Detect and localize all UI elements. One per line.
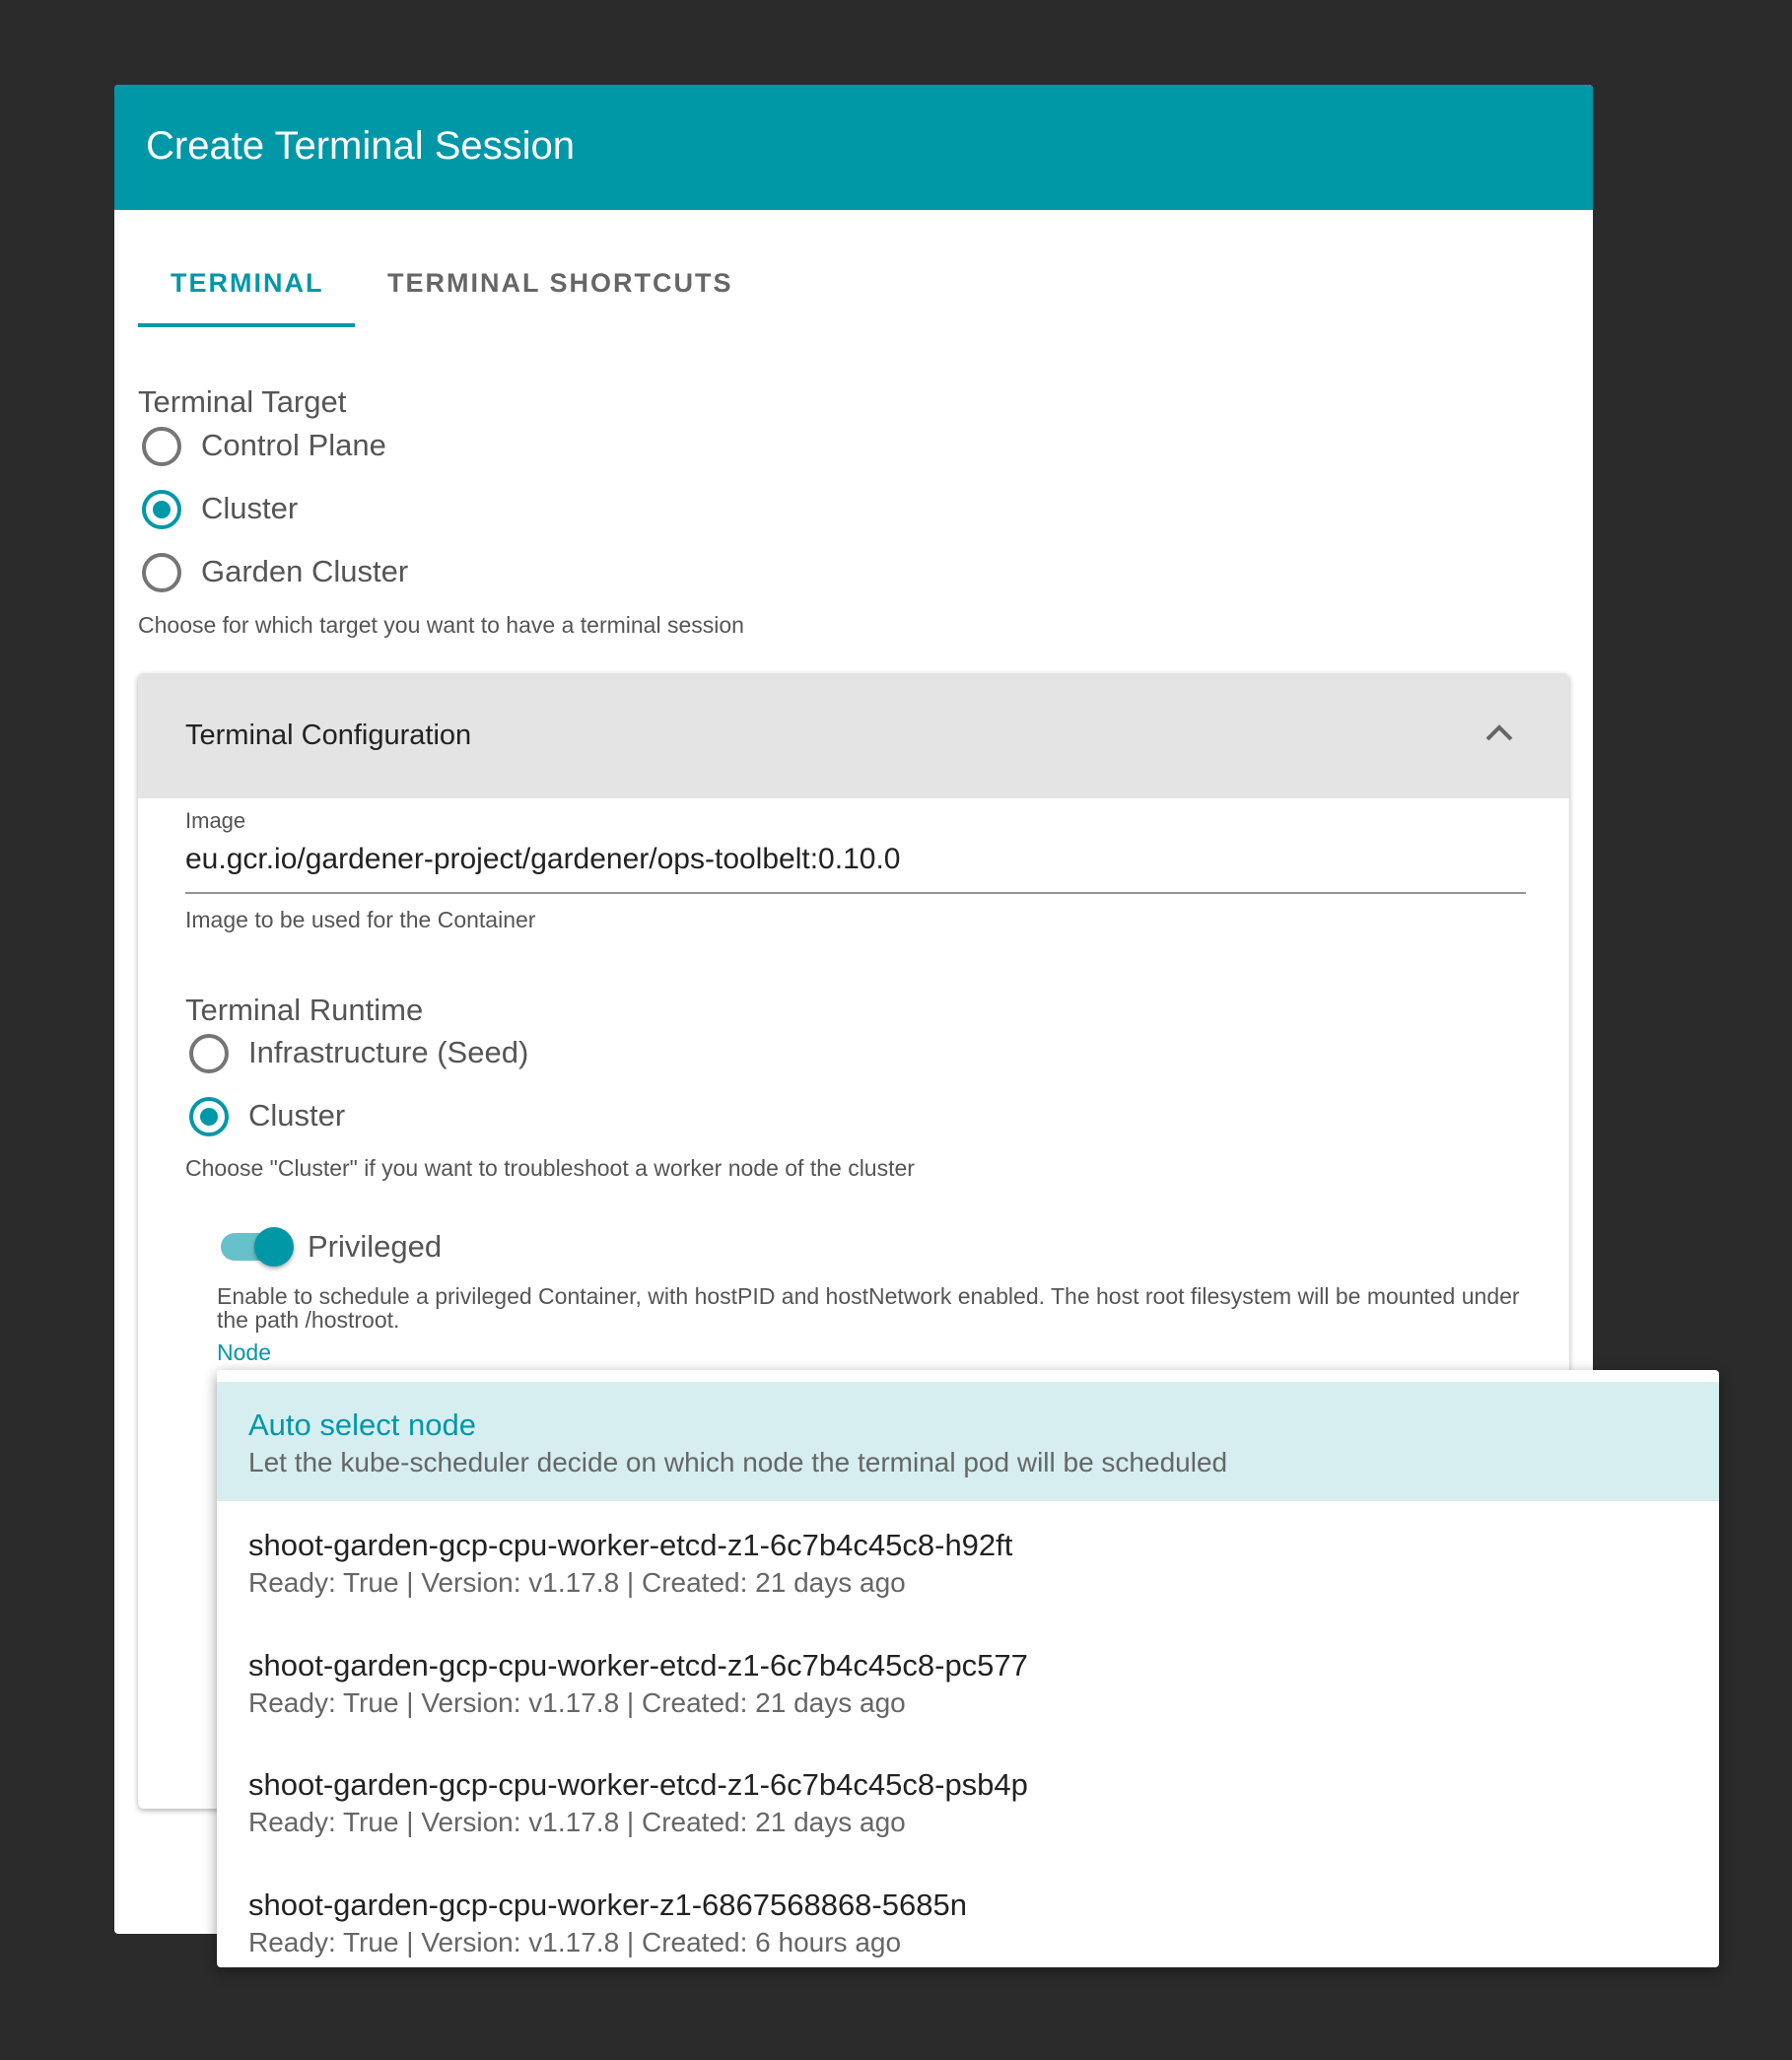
image-input-underline (185, 892, 1526, 894)
radio-infrastructure-seed[interactable] (189, 1034, 229, 1073)
node-option-title: shoot-garden-gcp-cpu-worker-etcd-z1-6c7b4c45c8-h92ft (248, 1528, 1013, 1562)
radio-label[interactable]: Cluster (248, 1098, 346, 1133)
tab-terminal-shortcuts[interactable]: TERMINAL SHORTCUTS (387, 268, 733, 298)
radio-garden-cluster[interactable] (142, 553, 181, 592)
node-option-title: shoot-garden-gcp-cpu-worker-etcd-z1-6c7b4c45c8-psb4p (248, 1767, 1028, 1802)
radio-label[interactable]: Garden Cluster (201, 554, 409, 588)
dialog-header (114, 85, 1593, 210)
image-label: Image (185, 808, 246, 833)
privileged-label[interactable]: Privileged (308, 1229, 443, 1264)
privileged-hint: Enable to schedule a privileged Container, with hostPID and hostNetwork enabled. The host root filesystem will be mounted under the path /hostroot. (217, 1283, 1520, 1333)
target-hint: Choose for which target you want to have a terminal session (138, 612, 744, 638)
node-option[interactable] (217, 1864, 1719, 1967)
image-hint: Image to be used for the Container (185, 907, 536, 932)
terminal-runtime-label: Terminal Runtime (185, 993, 424, 1027)
radio-control-plane[interactable] (142, 427, 181, 466)
chevron-up-icon[interactable] (1484, 722, 1514, 742)
node-option-subtitle: Let the kube-scheduler decide on which node the terminal pod will be scheduled (248, 1447, 1228, 1477)
node-option-subtitle: Ready: True | Version: v1.17.8 | Created: 21 days ago (248, 1807, 906, 1837)
node-option-subtitle: Ready: True | Version: v1.17.8 | Created: 21 days ago (248, 1567, 906, 1598)
radio-runtime-cluster[interactable] (189, 1097, 229, 1136)
privileged-toggle[interactable] (221, 1233, 288, 1261)
terminal-target-label: Terminal Target (138, 384, 347, 419)
node-option-auto[interactable] (217, 1382, 1719, 1501)
panel-header[interactable] (138, 673, 1569, 798)
panel-title: Terminal Configuration (185, 720, 472, 751)
active-tab-indicator (138, 323, 355, 327)
runtime-hint: Choose "Cluster" if you want to troubleshoot a worker node of the cluster (185, 1155, 915, 1181)
image-input[interactable]: eu.gcr.io/gardener-project/gardener/ops-toolbelt:0.10.0 (185, 843, 901, 875)
node-option[interactable] (217, 1504, 1719, 1622)
node-option-subtitle: Ready: True | Version: v1.17.8 | Created: 6 hours ago (248, 1927, 902, 1957)
node-label: Node (217, 1339, 271, 1365)
radio-label[interactable]: Infrastructure (Seed) (248, 1035, 529, 1069)
node-option[interactable] (217, 1624, 1719, 1743)
node-option-title: Auto select node (248, 1408, 476, 1442)
node-dropdown-menu (217, 1370, 1719, 1967)
tab-terminal[interactable]: TERMINAL (171, 268, 324, 298)
dialog-title: Create Terminal Session (146, 124, 576, 168)
radio-cluster[interactable] (142, 490, 181, 529)
node-option[interactable] (217, 1744, 1719, 1862)
toggle-thumb[interactable] (254, 1227, 294, 1267)
node-option-title: shoot-garden-gcp-cpu-worker-etcd-z1-6c7b4c45c8-pc577 (248, 1648, 1028, 1682)
radio-label[interactable]: Control Plane (201, 428, 386, 462)
radio-label[interactable]: Cluster (201, 491, 299, 525)
node-option-subtitle: Ready: True | Version: v1.17.8 | Created: 21 days ago (248, 1687, 906, 1718)
node-option-title: shoot-garden-gcp-cpu-worker-z1-6867568868-5685n (248, 1888, 967, 1922)
